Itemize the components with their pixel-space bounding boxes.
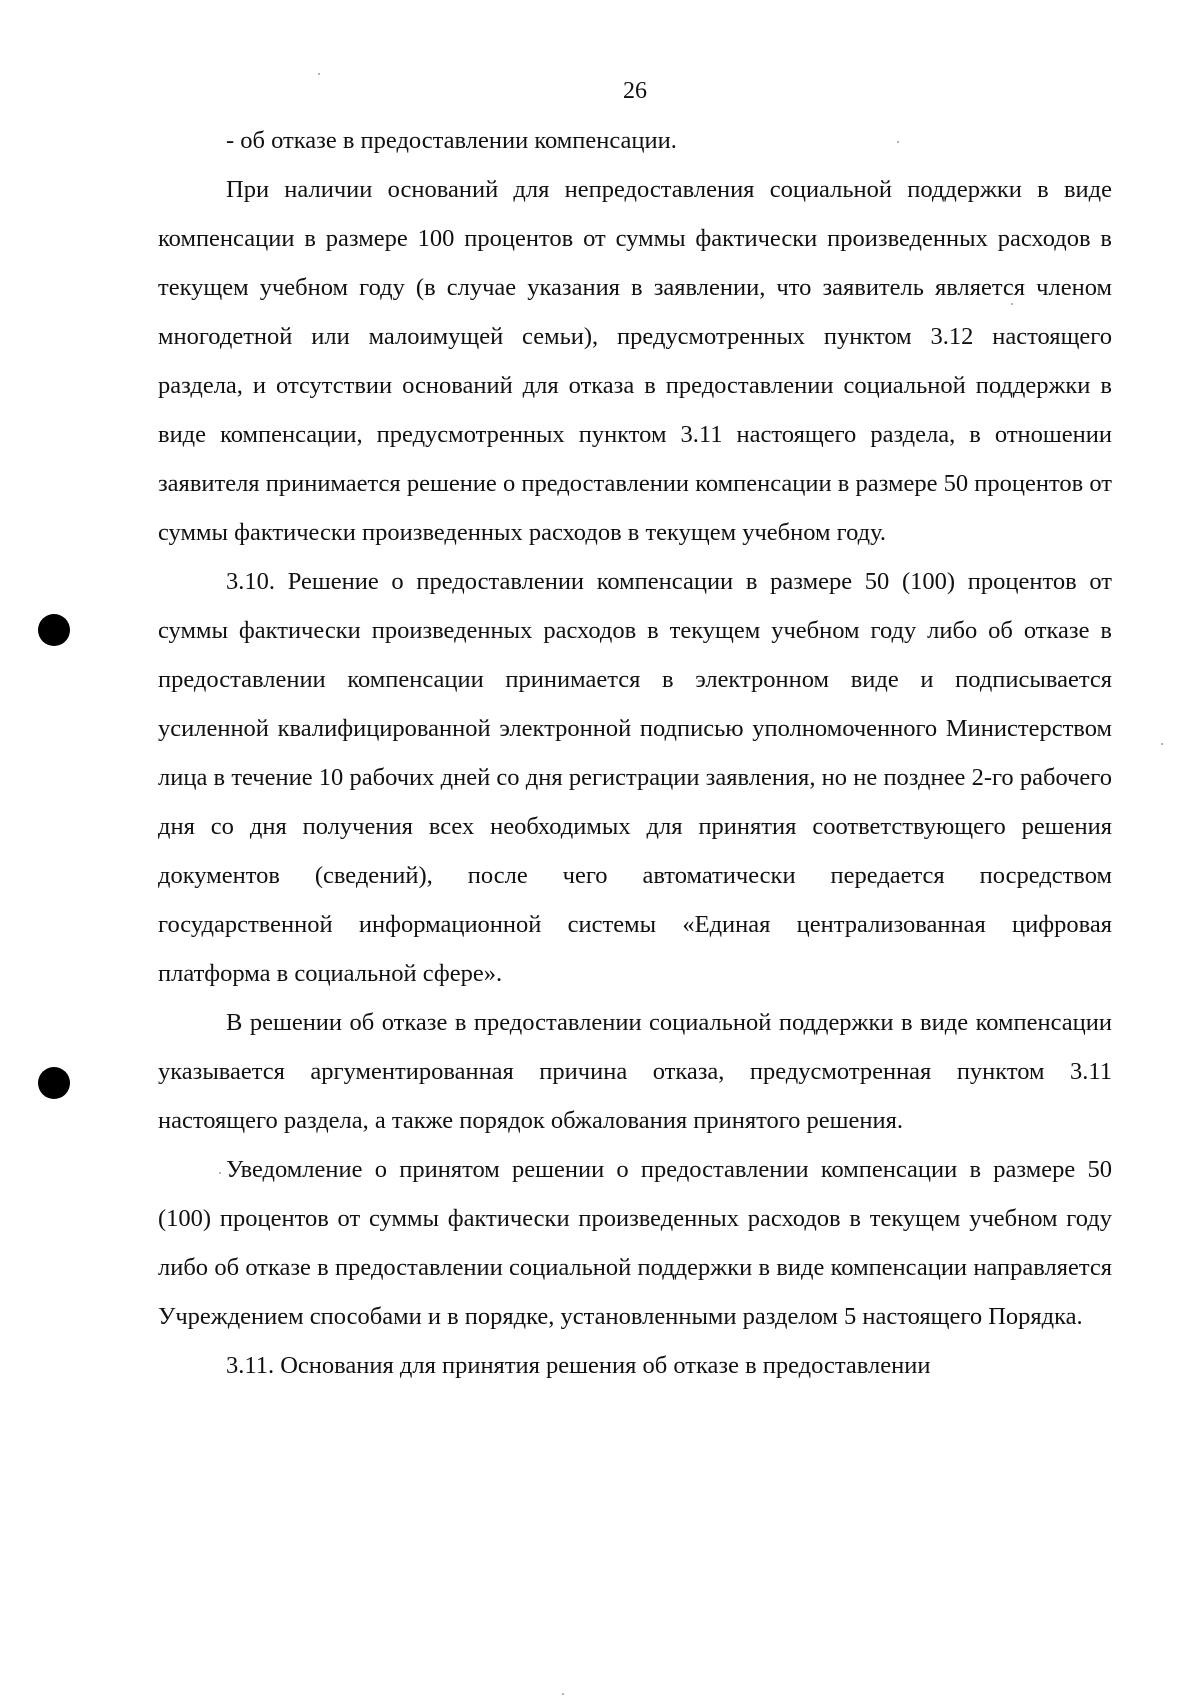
paragraph-notification: Уведомление о принятом решении о предоставлении компенсации в размере 50 (100) процентов от суммы фактически произведенных расходов в текущем учебном году либо об отказе в предоставлении социальной поддержки в виде компенсации направляется Учреждением способами и в порядке, установленными разделом 5 настоящего Порядка.	[158, 1156, 1112, 1330]
paragraph-refusal-reason: В решении об отказе в предоставлении социальной поддержки в виде компенсации указывается аргументированная причина отказа, предусмотренная пунктом 3.11 настоящего раздела, а также порядок обжалования принятого решения.	[158, 1009, 1112, 1134]
paragraph-3-11-grounds: 3.11. Основания для принятия решения об отказе в предоставлении	[226, 1352, 931, 1379]
paragraph-grounds-50-percent: При наличии оснований для непредоставления социальной поддержки в виде компенсации в размере 100 процентов от суммы фактически произведенных расходов в текущем учебном году (в случае указания в заявлении, что заявитель является членом многодетной или малоимущей семьи), предусмотренных пунктом 3.12 настоящего раздела, и отсутствии оснований для отказа в предоставлении социальной поддержки в виде компенсации, предусмотренных пунктом 3.11 настоящего раздела, в отношении заявителя принимается решение о предоставлении компенсации в размере 50 процентов от суммы фактически произведенных расходов в текущем учебном году.	[158, 176, 1112, 546]
paragraph-3-10-decision: 3.10. Решение о предоставлении компенсации в размере 50 (100) процентов от суммы фактически произведенных расходов в текущем учебном году либо об отказе в предоставлении компенсации принимается в электронном виде и подписывается усиленной квалифицированной электронной подписью уполномоченного Министерством лица в течение 10 рабочих дней со дня регистрации заявления, но не позднее 2-го рабочего дня со дня получения всех необходимых для принятия соответствующего решения документов (сведений), после чего автоматически передается посредством государственной информационной системы «Единая централизованная цифровая платформа в социальной сфере».	[158, 568, 1112, 987]
scan-speck	[219, 1172, 221, 1174]
scan-speck	[562, 1693, 564, 1695]
paragraph-refusal-item: - об отказе в предоставлении компенсации.	[226, 127, 677, 154]
document-body	[158, 116, 1112, 1390]
punch-hole-bottom	[38, 1067, 70, 1099]
page-number: 26	[623, 78, 647, 104]
scan-speck	[1161, 743, 1163, 745]
scan-speck	[318, 73, 320, 75]
punch-hole-top	[38, 614, 70, 646]
scan-speck	[1011, 303, 1013, 305]
scan-speck	[897, 141, 899, 143]
